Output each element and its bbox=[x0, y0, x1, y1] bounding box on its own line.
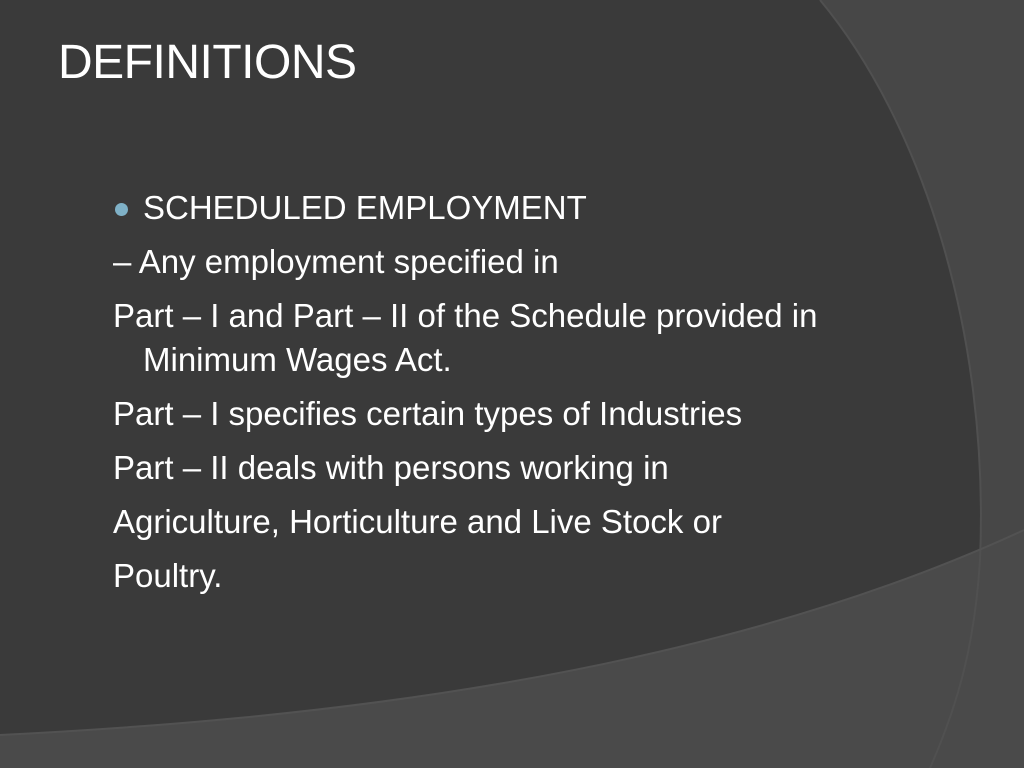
definition-line: Part – II deals with persons working in bbox=[113, 449, 669, 486]
definition-line: Part – I specifies certain types of Industries bbox=[113, 395, 743, 432]
definition-line: Agriculture, Horticulture and Live Stock or bbox=[113, 503, 722, 540]
slide-body bbox=[113, 186, 893, 608]
bullet-item bbox=[113, 186, 893, 230]
slide-title: DEFINITIONS bbox=[58, 36, 357, 89]
definition-line: Part – I and Part – II of the Schedule provided in Minimum Wages Act. bbox=[113, 297, 818, 378]
bullet-dot-icon bbox=[115, 203, 128, 216]
bullet-text: SCHEDULED EMPLOYMENT bbox=[143, 189, 587, 226]
definition-line: Poultry. bbox=[113, 557, 223, 594]
definition-line: – Any employment specified in bbox=[113, 243, 559, 280]
